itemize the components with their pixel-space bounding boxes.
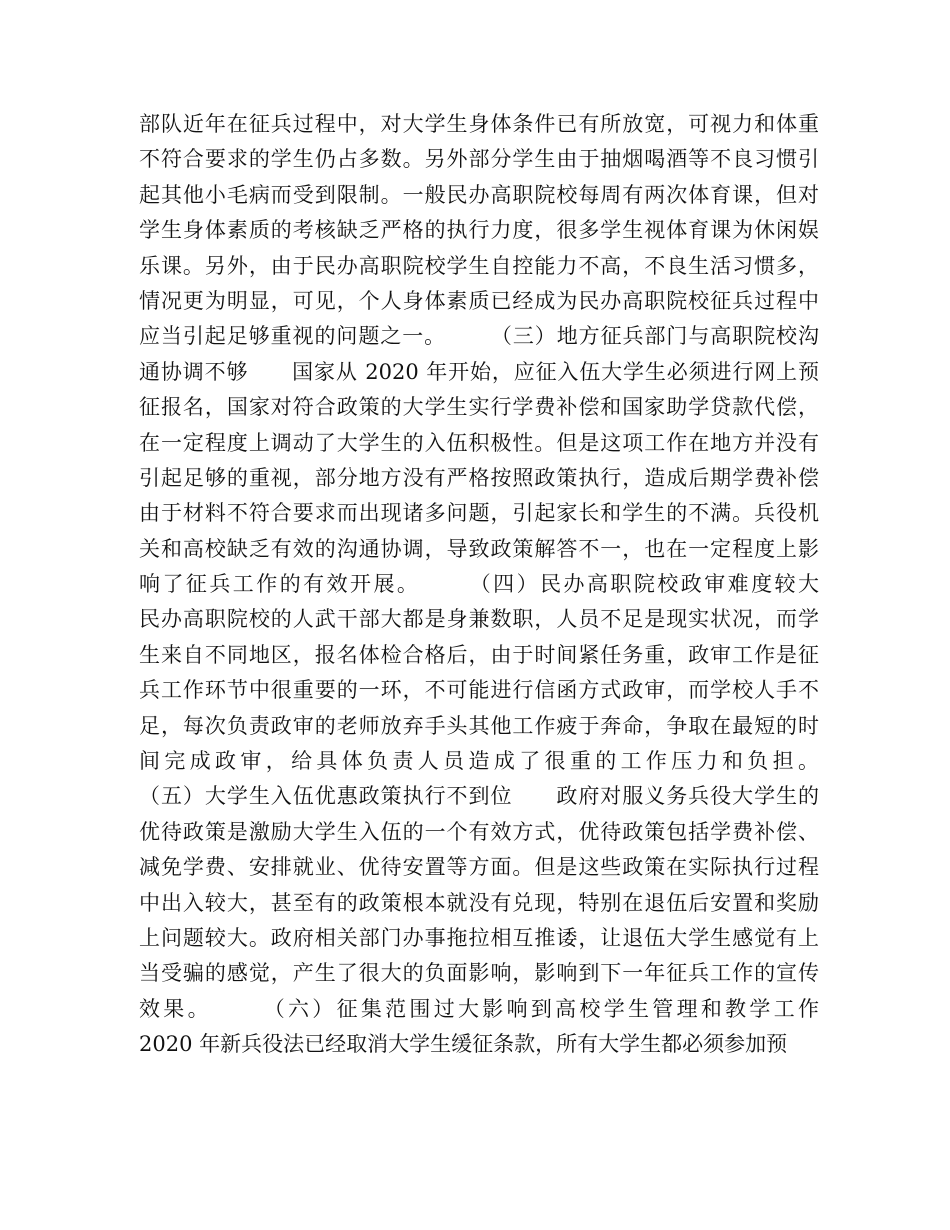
text-line: （五）大学生入伍优惠政策执行不到位 政府对服义务兵役大学生的 xyxy=(139,784,819,809)
text-line: 起其他小毛病而受到限制。一般民办高职院校每周有两次体育课，但对 xyxy=(139,182,819,207)
text-line: 兵工作环节中很重要的一环，不可能进行信函方式政审，而学校人手不 xyxy=(139,678,819,703)
text-line: 民办高职院校的人武干部大都是身兼数职，人员不足是现实状况，而学 xyxy=(139,607,819,632)
text-line: 乐课。另外，由于民办高职院校学生自控能力不高，不良生活习惯多， xyxy=(139,253,819,278)
text-line: 不符合要求的学生仍占多数。另外部分学生由于抽烟喝酒等不良习惯引 xyxy=(139,147,819,172)
text-line: 生来自不同地区，报名体检合格后，由于时间紧任务重，政审工作是征 xyxy=(139,642,819,667)
text-line: 2020 年新兵役法已经取消大学生缓征条款，所有大学生都必须参加预 xyxy=(139,1032,788,1057)
text-line: 应当引起足够重视的问题之一。 （三）地方征兵部门与高职院校沟 xyxy=(139,324,819,349)
body-text xyxy=(139,107,819,1063)
text-line: 当受骗的感觉，产生了很大的负面影响，影响到下一年征兵工作的宣传 xyxy=(139,961,819,986)
text-line: 优待政策是激励大学生入伍的一个有效方式，优待政策包括学费补偿、 xyxy=(139,819,819,844)
text-line: 足，每次负责政审的老师放弃手头其他工作疲于奔命，争取在最短的时 xyxy=(139,713,819,738)
text-line: 中出入较大，甚至有的政策根本就没有兑现，特别在退伍后安置和奖励 xyxy=(139,890,819,915)
text-line: 间完成政审，给具体负责人员造成了很重的工作压力和负担。 xyxy=(139,749,819,774)
text-line: 学生身体素质的考核缺乏严格的执行力度，很多学生视体育课为休闲娱 xyxy=(139,218,819,243)
text-line: 通协调不够 国家从 2020 年开始，应征入伍大学生必须进行网上预 xyxy=(139,359,819,384)
text-line: 引起足够的重视，部分地方没有严格按照政策执行，造成后期学费补偿 xyxy=(139,465,819,490)
text-line: 效果。 （六）征集范围过大影响到高校学生管理和教学工作 xyxy=(139,996,819,1021)
text-line: 减免学费、安排就业、优待安置等方面。但是这些政策在实际执行过程 xyxy=(139,855,819,880)
text-line: 部队近年在征兵过程中，对大学生身体条件已有所放宽，可视力和体重 xyxy=(139,112,819,136)
text-line: 情况更为明显，可见，个人身体素质已经成为民办高职院校征兵过程中 xyxy=(139,288,819,313)
text-line: 关和高校缺乏有效的沟通协调，导致政策解答不一，也在一定程度上影 xyxy=(139,536,819,561)
text-line: 在一定程度上调动了大学生的入伍积极性。但是这项工作在地方并没有 xyxy=(139,430,819,455)
text-line: 征报名，国家对符合政策的大学生实行学费补偿和国家助学贷款代偿， xyxy=(139,395,819,420)
text-line: 由于材料不符合要求而出现诸多问题，引起家长和学生的不满。兵役机 xyxy=(139,501,819,526)
text-line: 响了征兵工作的有效开展。 （四）民办高职院校政审难度较大 xyxy=(139,572,819,597)
text-line: 上问题较大。政府相关部门办事拖拉相互推诿，让退伍大学生感觉有上 xyxy=(139,925,819,950)
